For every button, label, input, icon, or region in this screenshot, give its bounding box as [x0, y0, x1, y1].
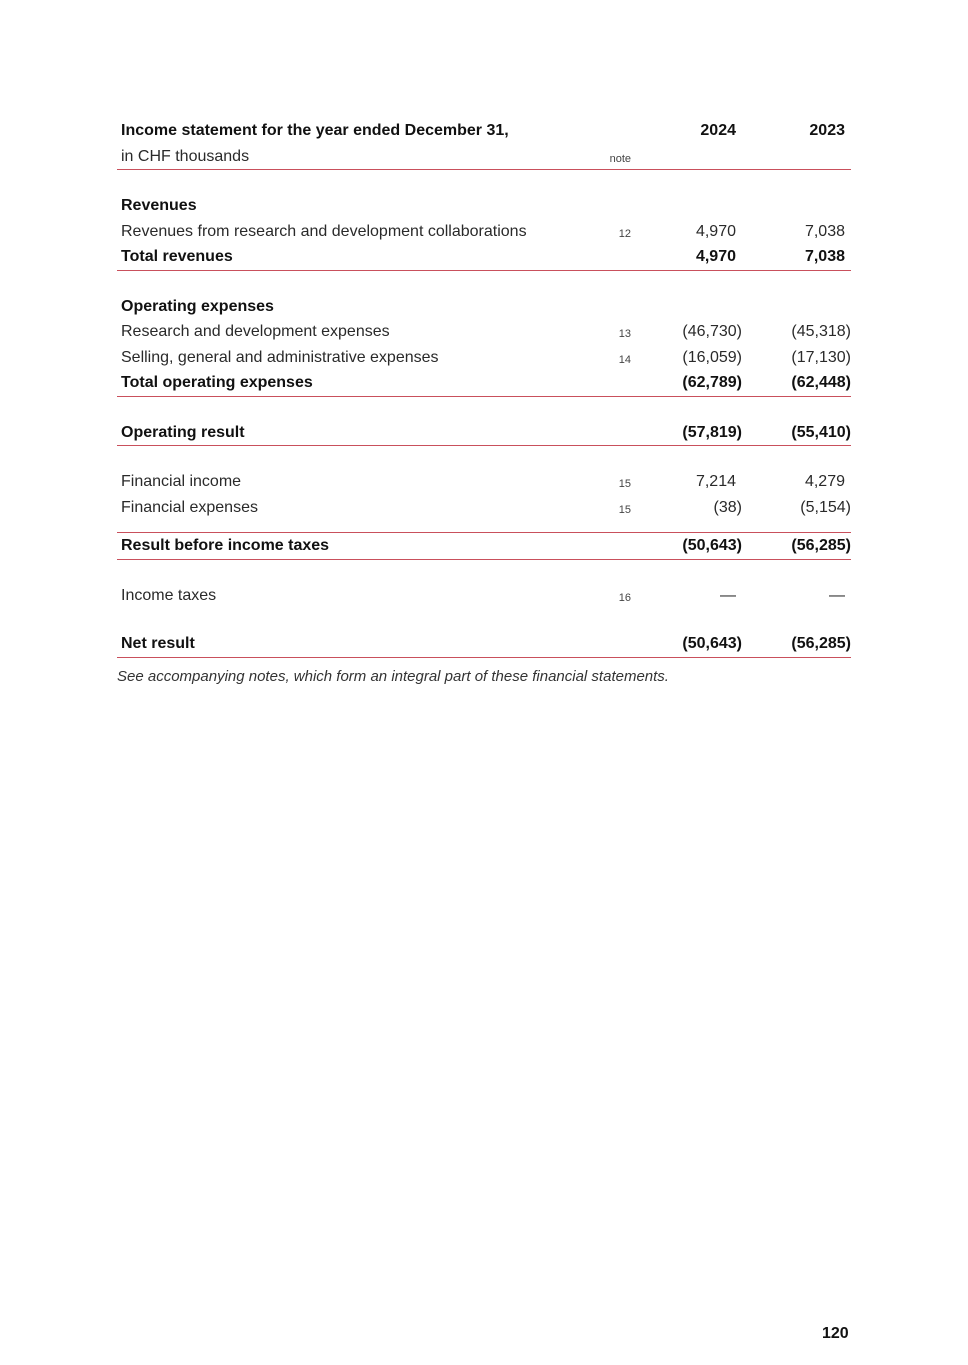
- section-heading-operating-expenses: Operating expenses: [121, 297, 274, 315]
- result-before-taxes-row: Result before income taxes (50,643) (56,285): [117, 532, 851, 560]
- footnote: See accompanying notes, which form an integral part of these financial statements.: [117, 667, 669, 685]
- table-row: Revenues from research and development collaborations 12 4,970 7,038: [121, 222, 845, 240]
- income-statement-table: [117, 118, 851, 685]
- unit-row: [117, 144, 851, 171]
- section-heading-revenues: Revenues: [121, 197, 197, 214]
- operating-result-row: Operating result (57,819) (55,410): [117, 420, 851, 447]
- page-number: 120: [822, 1325, 849, 1342]
- table-row: Selling, general and administrative expenses 14 (16,059) (17,130): [121, 348, 851, 366]
- note-header: note: [609, 152, 631, 165]
- table-row: Financial expenses 15 (38) (5,154): [121, 498, 851, 516]
- year-2023-header: 2023: [809, 122, 845, 139]
- year-2024-header: 2024: [700, 122, 736, 139]
- unit-label: in CHF thousands: [121, 147, 250, 165]
- table-header-row: [117, 118, 851, 144]
- income-taxes-row: Income taxes 16 — —: [121, 586, 845, 604]
- net-result-row: Net result (50,643) (56,285): [117, 631, 851, 658]
- total-operating-expenses-row: Total operating expenses (62,789) (62,448): [117, 370, 851, 397]
- table-row: Research and development expenses 13 (46,730) (45,318): [121, 323, 851, 340]
- total-revenues-row: Total revenues 4,970 7,038: [117, 244, 851, 271]
- statement-title: Income statement for the year ended December 31,: [121, 122, 509, 139]
- table-row: Financial income 15 7,214 4,279: [121, 473, 845, 490]
